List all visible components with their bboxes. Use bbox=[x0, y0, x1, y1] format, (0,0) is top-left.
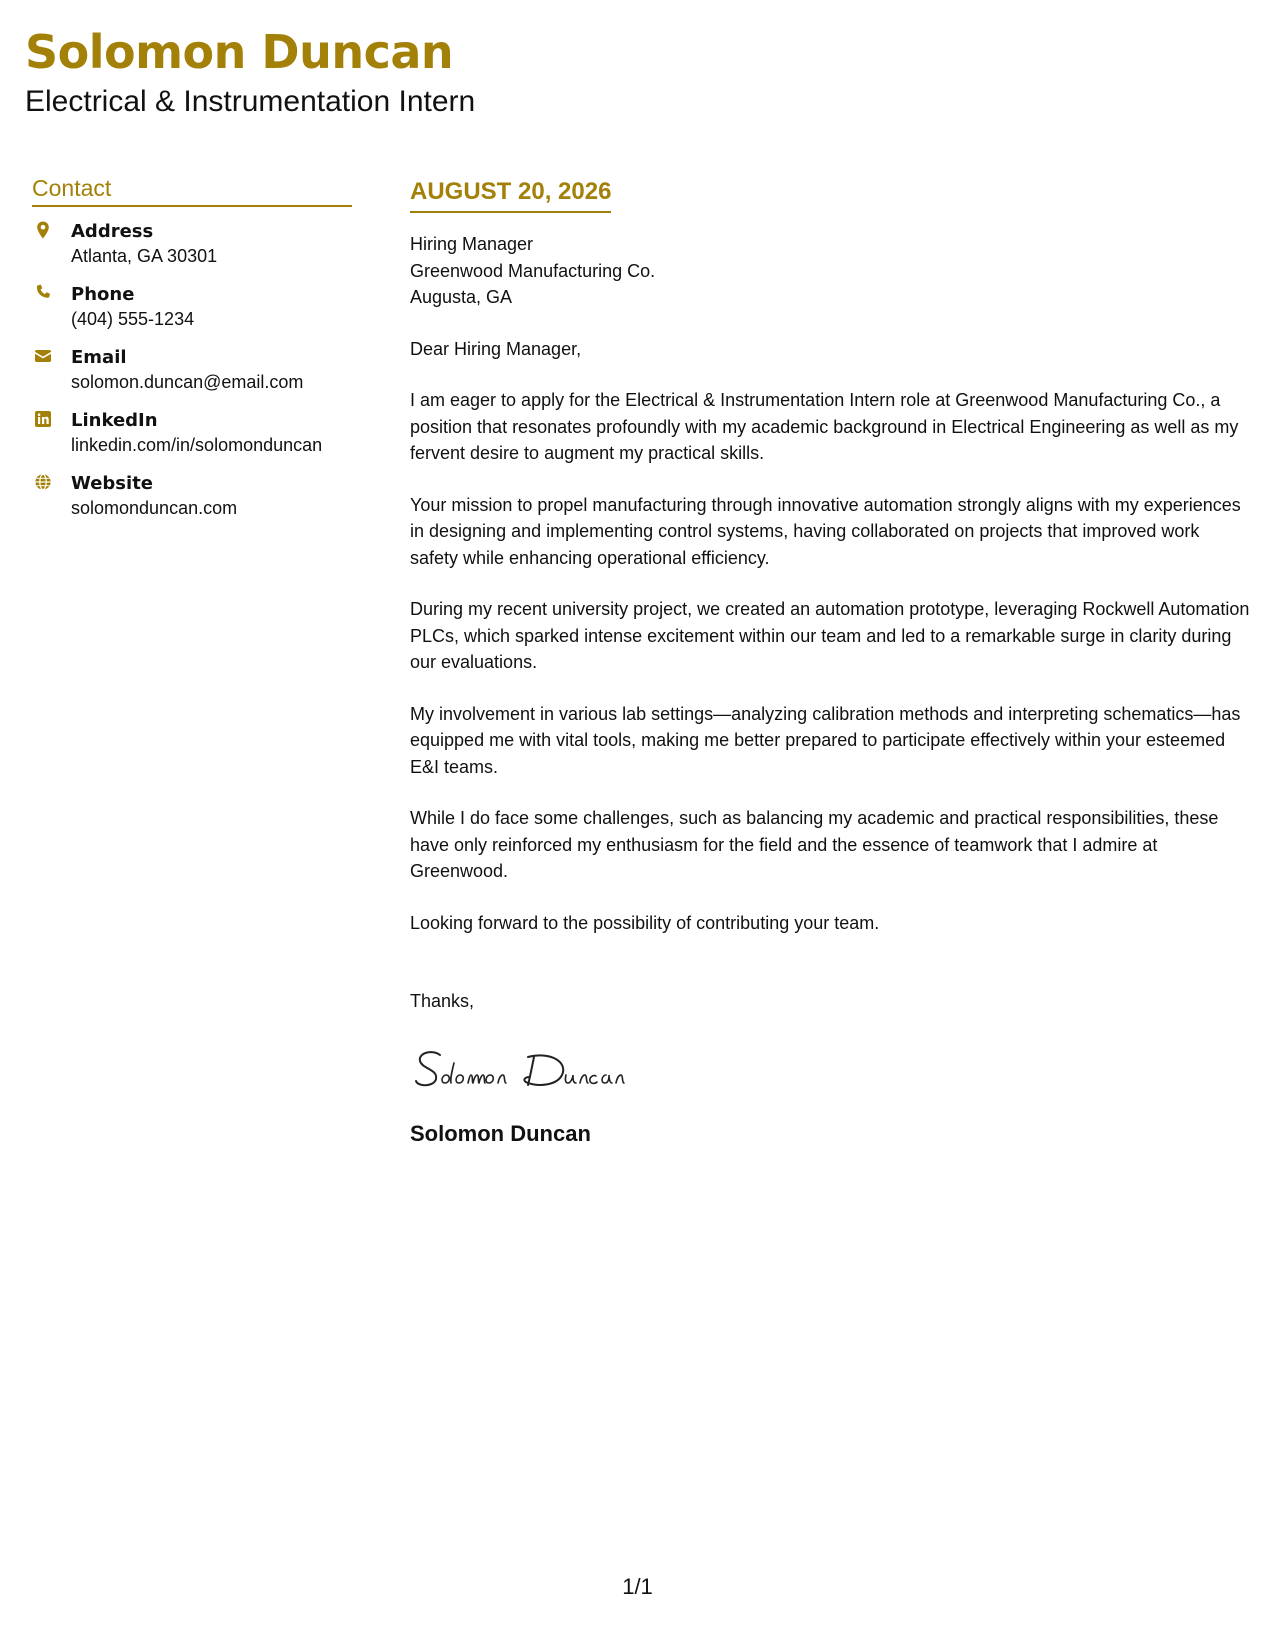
body-paragraph: I am eager to apply for the Electrical & Instrumentation Intern role at Greenwood Manufacturing Co., a position that resonates profoundly with my academic background in Electrical Engineering as well as my fervent desire to augment my practical skills. bbox=[410, 390, 1239, 463]
recipient-name: Hiring Manager bbox=[410, 234, 534, 254]
globe-icon bbox=[34, 473, 52, 491]
applicant-name: Solomon Duncan bbox=[25, 25, 454, 79]
recipient-company: Greenwood Manufacturing Co. bbox=[410, 260, 656, 281]
contact-item-website bbox=[32, 471, 352, 521]
handwritten-signature bbox=[410, 1043, 670, 1095]
body-paragraph: Your mission to propel manufacturing through innovative automation strongly aligns with my experiences in designing and implementing control systems, having collaborated on projects that improved work safety while enhancing operational efficiency. bbox=[410, 494, 1241, 568]
contact-label: Phone bbox=[71, 284, 135, 305]
location-pin-icon bbox=[34, 221, 52, 239]
contact-item-phone bbox=[32, 282, 352, 332]
contact-label: Website bbox=[71, 473, 154, 494]
contact-label: Address bbox=[71, 221, 154, 242]
signer-name: Solomon Duncan bbox=[410, 1120, 591, 1146]
contact-heading: Contact bbox=[32, 172, 352, 207]
letter-body bbox=[410, 175, 1250, 1149]
body-paragraph: My involvement in various lab settings—analyzing calibration methods and interpreting schematics—has equipped me with vital tools, making me better prepared to participate effectively within your esteemed E&I teams. bbox=[410, 703, 1241, 777]
linkedin-icon bbox=[34, 410, 52, 428]
address-value: Atlanta, GA 30301 bbox=[71, 246, 218, 266]
body-paragraph: While I do face some challenges, such as balancing my academic and practical responsibilities, these have only reinforced my enthusiasm for the field and the essence of teamwork that I admire at Greenwood. bbox=[410, 808, 1219, 881]
job-title: Electrical & Instrumentation Intern bbox=[25, 85, 476, 118]
closing: Thanks, bbox=[410, 991, 475, 1011]
phone-icon bbox=[34, 284, 52, 302]
body-paragraph: During my recent university project, we created an automation prototype, leveraging Rockwell Automation PLCs, which sparked intense excitement within our team and led to a remarkable surge in clarity during our evaluations. bbox=[410, 599, 1250, 672]
website-value[interactable]: solomonduncan.com bbox=[71, 498, 238, 518]
linkedin-value[interactable]: linkedin.com/in/solomonduncan bbox=[71, 435, 323, 455]
contact-label: Email bbox=[71, 347, 127, 368]
email-value[interactable]: solomon.duncan@email.com bbox=[71, 372, 304, 392]
body-paragraph: Looking forward to the possibility of contributing your team. bbox=[410, 912, 880, 933]
phone-value[interactable]: (404) 555-1234 bbox=[71, 309, 195, 329]
letter-date: AUGUST 20, 2026 bbox=[410, 175, 611, 213]
contact-item-linkedin bbox=[32, 408, 352, 458]
salutation: Dear Hiring Manager, bbox=[410, 338, 582, 359]
page-number: 1/1 bbox=[622, 1574, 653, 1599]
recipient-location: Augusta, GA bbox=[410, 287, 513, 307]
contact-sidebar bbox=[32, 172, 352, 534]
recipient-block bbox=[410, 231, 1250, 311]
contact-item-email bbox=[32, 345, 352, 395]
envelope-icon bbox=[34, 347, 52, 365]
contact-label: LinkedIn bbox=[71, 410, 158, 431]
contact-item-address bbox=[32, 219, 352, 269]
contact-list bbox=[32, 219, 352, 521]
